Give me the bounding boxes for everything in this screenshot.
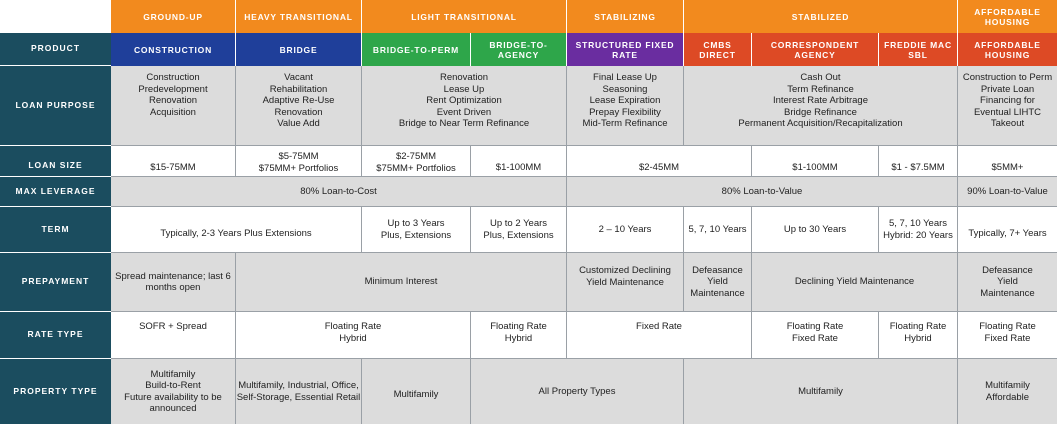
term-structured: 2 – 10 Years [567,207,684,253]
loan-purpose-construction: Construction Predevelopment Renovation Acquisition [111,66,236,146]
row-label-prepayment: PREPAYMENT [0,253,111,312]
rate-type-correspondent: Floating Rate Fixed Rate [752,312,879,359]
loan-size-structured-cmbs: $2-45MM [567,146,752,177]
loan-size-bridge: $5-75MM $75MM+ Portfolios [236,146,362,177]
loan-purpose-light-transitional: Renovation Lease Up Rent Optimization Event Driven Bridge to Near Term Refinance [362,66,567,146]
product-bridge-to-agency: BRIDGE-TO- AGENCY [471,33,567,66]
prepayment-minimum-interest: Minimum Interest [236,253,567,312]
prepayment-cmbs: Defeasance Yield Maintenance [684,253,752,312]
max-leverage-cost: 80% Loan-to-Cost [111,177,567,207]
row-label-product: PRODUCT [0,33,111,66]
product-bridge: BRIDGE [236,33,362,66]
max-leverage-affordable: 90% Loan-to-Value [958,177,1057,207]
prepayment-affordable: Defeasance Yield Maintenance [958,253,1057,312]
product-structured-fixed-rate: STRUCTURED FIXED RATE [567,33,684,66]
property-type-all: All Property Types [471,359,684,424]
row-label-rate-type: RATE TYPE [0,312,111,359]
loan-purpose-stabilized: Cash Out Term Refinance Interest Rate Arbitrage Bridge Refinance Permanent Acquisition/Recapitalization [684,66,958,146]
loan-size-correspondent: $1-100MM [752,146,879,177]
rate-type-fixed: Fixed Rate [567,312,752,359]
product-freddie-mac-sbl: FREDDIE MAC SBL [879,33,958,66]
property-type-bridge-to-perm: Multifamily [362,359,471,424]
prepayment-declining: Declining Yield Maintenance [752,253,958,312]
term-affordable: Typically, 7+ Years [958,207,1057,253]
rate-type-affordable: Floating Rate Fixed Rate [958,312,1057,359]
term-bridge-to-perm: Up to 3 Years Plus, Extensions [362,207,471,253]
product-correspondent-agency: CORRESPONDENT AGENCY [752,33,879,66]
row-label-term: TERM [0,207,111,253]
rate-type-construction: SOFR + Spread [111,312,236,359]
loan-purpose-stabilizing: Final Lease Up Seasoning Lease Expiration Prepay Flexibility Mid-Term Refinance [567,66,684,146]
property-type-bridge: Multifamily, Industrial, Office, Self-Storage, Essential Retail [236,359,362,424]
row-label-loan-size: LOAN SIZE [0,146,111,177]
product-affordable-housing: AFFORDABLE HOUSING [958,33,1057,66]
prepayment-construction: Spread maintenance; last 6 months open [111,253,236,312]
property-type-stabilized: Multifamily [684,359,958,424]
loan-purpose-affordable: Construction to Perm Private Loan Financing for Eventual LIHTC Takeout [958,66,1057,146]
term-bridge-to-agency: Up to 2 Years Plus, Extensions [471,207,567,253]
product-bridge-to-perm: BRIDGE-TO-PERM [362,33,471,66]
term-freddie: 5, 7, 10 Years Hybrid: 20 Years [879,207,958,253]
loan-size-bridge-to-agency: $1-100MM [471,146,567,177]
term-correspondent: Up to 30 Years [752,207,879,253]
prepayment-structured: Customized Declining Yield Maintenance [567,253,684,312]
term-construction-bridge: Typically, 2-3 Years Plus Extensions [111,207,362,253]
loan-purpose-bridge: Vacant Rehabilitation Adaptive Re-Use Renovation Value Add [236,66,362,146]
stage-ground-up: GROUND-UP [111,0,236,33]
loan-size-freddie: $1 - $7.5MM [879,146,958,177]
row-label-loan-purpose: LOAN PURPOSE [0,66,111,146]
loan-size-construction: $15-75MM [111,146,236,177]
loan-size-affordable: $5MM+ [958,146,1057,177]
product-construction: CONSTRUCTION [111,33,236,66]
max-leverage-value: 80% Loan-to-Value [567,177,958,207]
rate-type-freddie: Floating Rate Hybrid [879,312,958,359]
row-label-property-type: PROPERTY TYPE [0,359,111,424]
property-type-affordable: Multifamily Affordable [958,359,1057,424]
stage-stabilized: STABILIZED [684,0,958,33]
stage-heavy-transitional: HEAVY TRANSITIONAL [236,0,362,33]
rate-type-floating-hybrid: Floating Rate Hybrid [236,312,471,359]
stage-light-transitional: LIGHT TRANSITIONAL [362,0,567,33]
term-cmbs: 5, 7, 10 Years [684,207,752,253]
row-label-max-leverage: MAX LEVERAGE [0,177,111,207]
stage-affordable-housing: AFFORDABLE HOUSING [958,0,1057,33]
loan-size-bridge-to-perm: $2-75MM $75MM+ Portfolios [362,146,471,177]
rate-type-bridge-to-agency: Floating Rate Hybrid [471,312,567,359]
product-cmbs-direct: CMBS DIRECT [684,33,752,66]
stage-stabilizing: STABILIZING [567,0,684,33]
property-type-construction: Multifamily Build-to-Rent Future availability to be announced [111,359,236,424]
